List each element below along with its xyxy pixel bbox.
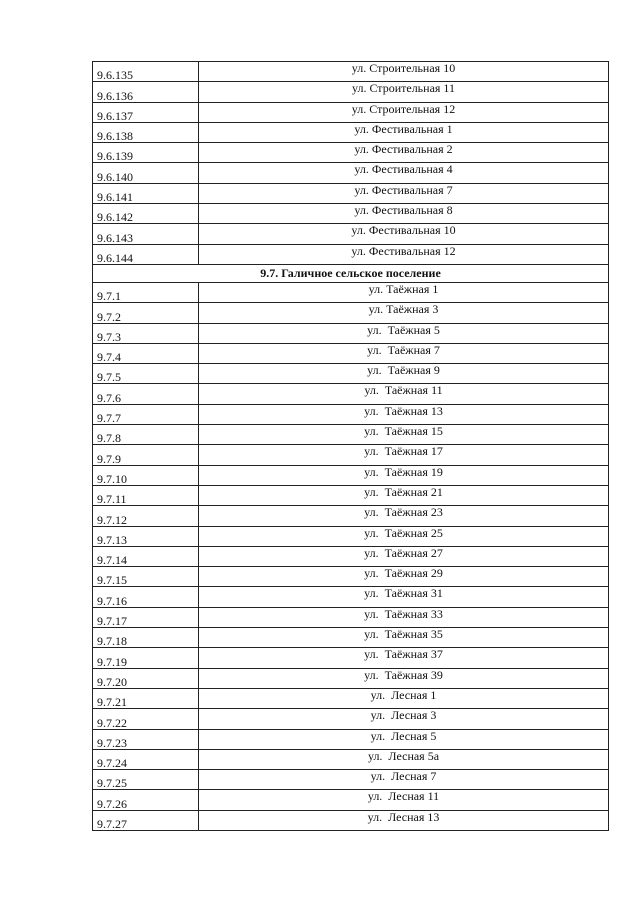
row-number-cell: 9.6.136 (93, 82, 199, 102)
table-row (93, 648, 609, 668)
street-address-cell: ул. Таёжная 39 (199, 668, 609, 688)
street-address-cell: ул. Таёжная 9 (199, 364, 609, 384)
row-number-cell: 9.6.138 (93, 122, 199, 142)
street-address-cell: ул. Фестивальная 7 (199, 183, 609, 203)
table-row (93, 628, 609, 648)
row-number-cell: 9.7.3 (93, 323, 199, 343)
table-row (93, 364, 609, 384)
street-address-cell: ул. Лесная 7 (199, 770, 609, 790)
row-number-cell: 9.7.11 (93, 485, 199, 505)
section-title: 9.7. Галичное сельское поселение (93, 264, 609, 282)
row-number-cell: 9.7.12 (93, 506, 199, 526)
table-row (93, 62, 609, 82)
street-address-cell: ул. Таёжная 21 (199, 485, 609, 505)
row-number-cell: 9.6.142 (93, 204, 199, 224)
table-row (93, 122, 609, 142)
table-row (93, 384, 609, 404)
row-number-cell: 9.7.5 (93, 364, 199, 384)
row-number-cell: 9.7.8 (93, 425, 199, 445)
table-row (93, 485, 609, 505)
row-number-cell: 9.7.10 (93, 465, 199, 485)
table-row (93, 204, 609, 224)
row-number-cell: 9.7.7 (93, 404, 199, 424)
row-number-cell: 9.7.21 (93, 688, 199, 708)
table-row (93, 404, 609, 424)
street-address-cell: ул. Таёжная 1 (199, 282, 609, 302)
table-row (93, 343, 609, 363)
street-address-cell: ул. Таёжная 5 (199, 323, 609, 343)
street-address-cell: ул. Фестивальная 12 (199, 244, 609, 264)
row-number-cell: 9.7.15 (93, 567, 199, 587)
row-number-cell: 9.6.143 (93, 224, 199, 244)
street-address-cell: ул. Таёжная 13 (199, 404, 609, 424)
table-row (93, 749, 609, 769)
row-number-cell: 9.7.16 (93, 587, 199, 607)
street-address-cell: ул. Строительная 10 (199, 62, 609, 82)
row-number-cell: 9.6.140 (93, 163, 199, 183)
street-address-cell: ул. Таёжная 23 (199, 506, 609, 526)
row-number-cell: 9.7.26 (93, 790, 199, 810)
row-number-cell: 9.6.144 (93, 244, 199, 264)
row-number-cell: 9.7.17 (93, 607, 199, 627)
street-address-cell: ул. Фестивальная 1 (199, 122, 609, 142)
street-address-cell: ул. Лесная 3 (199, 709, 609, 729)
row-number-cell: 9.7.19 (93, 648, 199, 668)
table-row (93, 143, 609, 163)
table-row (93, 183, 609, 203)
row-number-cell: 9.7.22 (93, 709, 199, 729)
street-address-cell: ул. Лесная 13 (199, 810, 609, 830)
street-address-cell: ул. Строительная 12 (199, 102, 609, 122)
street-address-cell: ул. Таёжная 11 (199, 384, 609, 404)
table-row (93, 445, 609, 465)
table-row (93, 303, 609, 323)
street-address-cell: ул. Таёжная 17 (199, 445, 609, 465)
street-address-cell: ул. Таёжная 29 (199, 567, 609, 587)
row-number-cell: 9.7.2 (93, 303, 199, 323)
table-row (93, 425, 609, 445)
street-address-cell: ул. Строительная 11 (199, 82, 609, 102)
street-address-cell: ул. Лесная 5а (199, 749, 609, 769)
street-address-cell: ул. Лесная 1 (199, 688, 609, 708)
street-address-cell: ул. Лесная 5 (199, 729, 609, 749)
table-row (93, 770, 609, 790)
street-address-cell: ул. Таёжная 7 (199, 343, 609, 363)
street-address-cell: ул. Таёжная 25 (199, 526, 609, 546)
table-row (93, 587, 609, 607)
address-table (92, 61, 609, 831)
street-address-cell: ул. Лесная 11 (199, 790, 609, 810)
table-row (93, 607, 609, 627)
table-row (93, 506, 609, 526)
address-table-body (93, 62, 609, 831)
street-address-cell: ул. Таёжная 19 (199, 465, 609, 485)
row-number-cell: 9.7.13 (93, 526, 199, 546)
table-row (93, 546, 609, 566)
row-number-cell: 9.7.27 (93, 810, 199, 830)
section-header-row (93, 264, 609, 282)
row-number-cell: 9.7.1 (93, 282, 199, 302)
row-number-cell: 9.7.24 (93, 749, 199, 769)
row-number-cell: 9.6.135 (93, 62, 199, 82)
row-number-cell: 9.7.23 (93, 729, 199, 749)
table-row (93, 810, 609, 830)
street-address-cell: ул. Таёжная 27 (199, 546, 609, 566)
row-number-cell: 9.7.9 (93, 445, 199, 465)
row-number-cell: 9.7.18 (93, 628, 199, 648)
table-row (93, 82, 609, 102)
table-row (93, 526, 609, 546)
street-address-cell: ул. Таёжная 31 (199, 587, 609, 607)
row-number-cell: 9.7.20 (93, 668, 199, 688)
street-address-cell: ул. Таёжная 33 (199, 607, 609, 627)
row-number-cell: 9.7.6 (93, 384, 199, 404)
row-number-cell: 9.6.141 (93, 183, 199, 203)
table-row (93, 102, 609, 122)
table-row (93, 244, 609, 264)
table-row (93, 709, 609, 729)
table-row (93, 668, 609, 688)
table-row (93, 323, 609, 343)
row-number-cell: 9.6.137 (93, 102, 199, 122)
street-address-cell: ул. Фестивальная 2 (199, 143, 609, 163)
table-row (93, 282, 609, 302)
table-row (93, 465, 609, 485)
street-address-cell: ул. Фестивальная 10 (199, 224, 609, 244)
street-address-cell: ул. Фестивальная 4 (199, 163, 609, 183)
street-address-cell: ул. Таёжная 15 (199, 425, 609, 445)
table-row (93, 729, 609, 749)
table-row (93, 163, 609, 183)
street-address-cell: ул. Таёжная 3 (199, 303, 609, 323)
table-row (93, 688, 609, 708)
street-address-cell: ул. Таёжная 37 (199, 648, 609, 668)
row-number-cell: 9.7.25 (93, 770, 199, 790)
table-row (93, 567, 609, 587)
street-address-cell: ул. Фестивальная 8 (199, 204, 609, 224)
row-number-cell: 9.7.14 (93, 546, 199, 566)
row-number-cell: 9.7.4 (93, 343, 199, 363)
table-row (93, 790, 609, 810)
table-row (93, 224, 609, 244)
street-address-cell: ул. Таёжная 35 (199, 628, 609, 648)
row-number-cell: 9.6.139 (93, 143, 199, 163)
